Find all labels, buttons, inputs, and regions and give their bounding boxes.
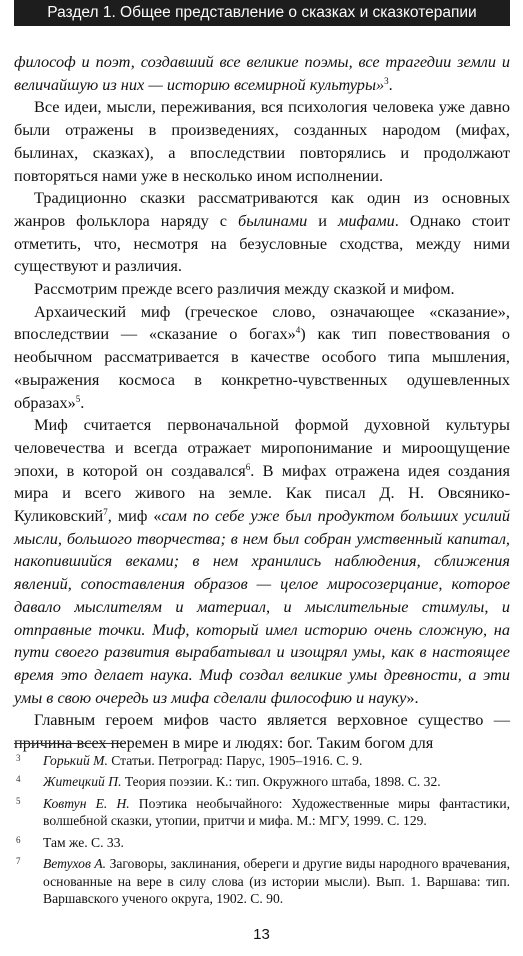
paragraph-2: Все идеи, мысли, переживания, вся психология человека уже давно были отражены в произведениях, созданных народом (мифах, былинах, сказках), а впоследствии повторялись и продолжают повторяться нами уже в несколько ином исполнении. xyxy=(14,97,510,185)
footnote-ref-4[interactable]: 4 xyxy=(295,325,301,336)
footnotes xyxy=(14,752,510,912)
running-header: Раздел 1. Общее представление о сказках и сказкотерапии xyxy=(14,0,510,26)
footnote-number: 5 xyxy=(16,795,21,806)
footnote-number: 3 xyxy=(16,753,21,763)
footnote: 5 Ковтун Е. Н. Поэтика необычайного: Художественные миры фантастики, волшебной сказки, утопии, притчи и мифа. М.: МГУ, 1999. С. 129. xyxy=(16,795,510,829)
paragraph-3: Традиционно сказки рассматриваются как один из основных жанров фольклора наряду с былинами и мифами. Однако стоит отметить, что, несмотря на безусловные сходства, между ними существуют и различия. xyxy=(14,188,510,276)
main-text xyxy=(14,51,510,755)
footnote-separator xyxy=(14,743,124,744)
footnote-ref-3[interactable]: 3 xyxy=(384,75,389,86)
quotation: сам по себе уже был продуктом больших усилий мысли, большого творчества; в нем был собран умственный капитал, накопившийся веками; в нем хранились наблюдения, сближения явлений, сопоставления образов — целое миросозерцание, которое давало мыслителям и материал, и мыслительные стимулы, и отправные точки. Миф, который имел историю очень сложную, на пути своего развития вырабатывал и изощрял умы, как в настоящее время это делает наука. Миф создал великие умы древности, а эти умы в свою очередь из мифа сделали философию и науку xyxy=(14,506,510,707)
footnote: 4 Житецкий П. Теория поэзии. К.: тип. Окружного штаба, 1898. С. 32. xyxy=(16,774,441,790)
paragraph-4: Рассмотрим прежде всего различия между сказкой и мифом. xyxy=(34,279,455,299)
footnote-ref-5[interactable]: 5 xyxy=(75,393,81,404)
footnote: 7 Ветухов А. Заговоры, заклинания, обереги и другие виды народного врачевания, основанные на вере в силу слова (из истории мысли). Вып. 1. Варшава: тип. Варшавского ученого округа, 1902. С. 90. xyxy=(16,856,511,907)
footnote: 6 Там же. С. 33. xyxy=(16,834,124,850)
footnote-number: 6 xyxy=(16,834,21,845)
footnote: 3 Горький М. Статьи. Петроград: Парус, 1905–1916. С. 9. xyxy=(16,753,363,768)
paragraph-1: философ и поэт, создавший все великие поэмы, все трагедии земли и величайшую из них — историю всемирной культуры»$^3$. xyxy=(14,52,510,94)
footnote-number: 4 xyxy=(16,774,21,785)
footnote-ref-6[interactable]: 6 xyxy=(245,461,251,472)
paragraph-6: Миф считается первоначальной формой духовной культуры человечества и всегда отражает миропонимание и мироощущение эпохи, в которой он создавался$^6$. В мифах отражена идея создания мира и всего живого на земле. Как писал Д. Н. Овсянико-Куликовский$^7$, миф «сам по себе уже был продуктом больших усилий мысли, большого творчества; в нем был собран умственный капитал, накопившийся веками; в нем хранились наблюдения, сближения явлений, сопоставления образов — целое миросозерцание, которое давало мыслителям и материал, и мыслительные стимулы, и отправные точки. Миф, который имел историю очень сложную, на пути своего развития вырабатывал и изощрял умы, как в настоящее время это делает наука. Миф создал великие умы древности, а эти умы в свою очередь из мифа сделали философию и науку». xyxy=(14,415,510,707)
paragraph-5: Архаический миф (греческое слово, означающее «сказание», впоследствии — «сказание о богах»$^4$) как тип повествования о необычном рассматривается в качестве особого типа мышления, «выражения космоса в конкретно-чувственных одушевленных образах»$^5$. xyxy=(14,301,510,412)
page-number: 13 xyxy=(253,926,270,943)
footnote-ref-7[interactable]: 7 xyxy=(103,507,108,518)
footnote-number: 7 xyxy=(16,856,21,867)
paragraph-7: Главным героем мифов часто является верховное существо — причина всех перемен в мире и людях: бог. Таким богом для xyxy=(14,710,510,753)
